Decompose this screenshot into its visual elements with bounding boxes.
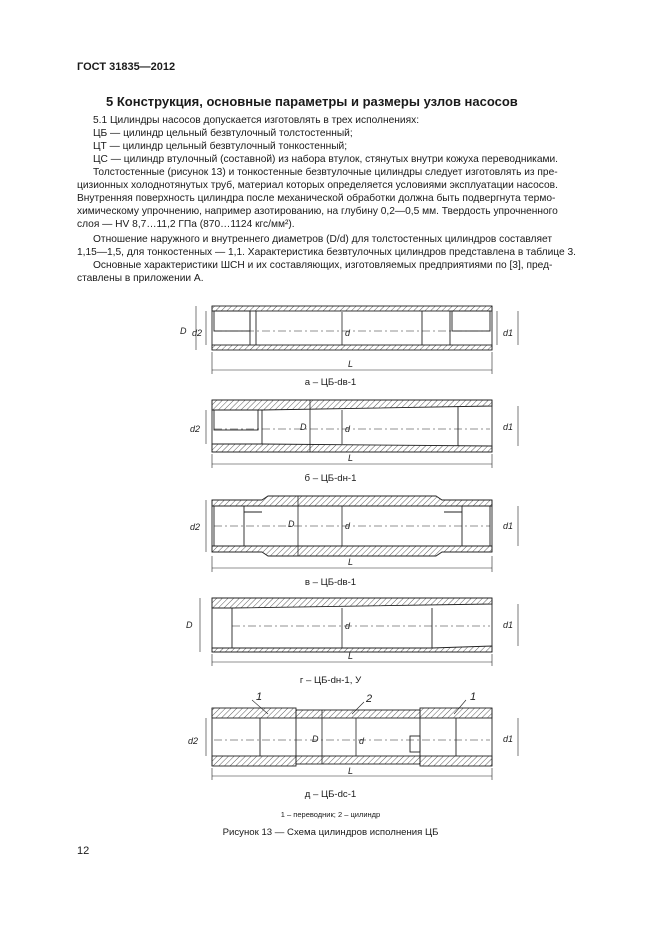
paragraph-line: слоя — HV 8,7…11,2 ГПа (870…1124 кгс/мм²). <box>77 219 295 230</box>
label-D: D <box>186 620 193 630</box>
callout-1-right: 1 <box>470 691 477 703</box>
document-code: ГОСТ 31835—2012 <box>77 61 176 73</box>
figure-a <box>196 306 518 374</box>
paragraph-line: ЦБ — цилиндр цельный безвтулочный толстостенный; <box>93 128 353 139</box>
callout-2: 2 <box>366 693 373 705</box>
caption-v: в – ЦБ-dв-1 <box>304 577 357 588</box>
label-d2: d2 <box>190 522 201 532</box>
figure-legend: 1 – переводник; 2 – цилиндр <box>280 810 381 819</box>
label-d1: d1 <box>503 734 514 744</box>
paragraph-line: Толстостенные (рисунок 13) и тонкостенные безвтулочные цилиндры следует изготовлять из пре- <box>93 167 558 178</box>
caption-g: г – ЦБ-dн-1, У <box>299 675 362 686</box>
label-d: d <box>345 521 351 531</box>
paragraph-line: Основные характеристики ШСН и их составляющих, изготовляемых предприятиями по [3], пред- <box>93 260 553 271</box>
section-title: 5 Конструкция, основные параметры и размеры узлов насосов <box>106 94 518 109</box>
label-D: D <box>312 734 319 744</box>
page-number: 12 <box>77 845 90 857</box>
label-L: L <box>348 359 354 369</box>
paragraph-line: ЦС — цилиндр втулочный (составной) из набора втулок, стянутых внутри кожуха переводниками. <box>93 154 559 165</box>
callout-1-left: 1 <box>256 691 263 703</box>
label-D: D <box>180 326 187 336</box>
label-d2: d2 <box>190 424 201 434</box>
label-L: L <box>348 651 354 661</box>
label-d: d <box>345 328 351 338</box>
paragraph-line: ЦТ — цилиндр цельный безвтулочный тонкостенный; <box>93 141 348 152</box>
label-d: d <box>345 621 351 631</box>
label-d: d <box>345 424 351 434</box>
caption-a: а – ЦБ-dв-1 <box>304 377 357 388</box>
label-d2: d2 <box>192 328 203 338</box>
label-d1: d1 <box>503 521 514 531</box>
paragraph-line: химическому упрочнению, например азотированию, на глубину 0,2—0,5 мм. Твердость упрочненного <box>77 206 558 217</box>
label-d1: d1 <box>503 328 514 338</box>
paragraph-line: 5.1 Цилиндры насосов допускается изготовлять в трех исполнениях: <box>93 115 420 126</box>
caption-b: б – ЦБ-dн-1 <box>304 473 357 484</box>
figure-g <box>200 598 518 666</box>
caption-d: д – ЦБ-dс-1 <box>304 789 357 800</box>
paragraph-line: ставлены в приложении А. <box>77 273 204 284</box>
label-D: D <box>288 519 295 529</box>
label-d2: d2 <box>188 736 199 746</box>
paragraph-line: цизионных холоднотянутых труб, материал которых определяется условиями эксплуатации насосов. <box>77 180 558 191</box>
label-d1: d1 <box>503 422 514 432</box>
paragraph-line: 1,15—1,5, для тонкостенных — 1,1. Характеристика безвтулочных цилиндров представлена в таблице 3. <box>77 247 577 258</box>
label-D: D <box>300 422 307 432</box>
label-L: L <box>348 557 354 567</box>
label-L: L <box>348 453 354 463</box>
figure-caption: Рисунок 13 — Схема цилиндров исполнения ЦБ <box>222 827 439 838</box>
figure-b <box>206 400 518 468</box>
label-d1: d1 <box>503 620 514 630</box>
paragraph-line: Внутренняя поверхность цилиндра после механической обработки должна быть подвергнута термо- <box>77 193 556 204</box>
paragraph-line: Отношение наружного и внутреннего диаметров (D/d) для толстостенных цилиндров составляет <box>93 234 552 245</box>
label-L: L <box>348 766 354 776</box>
label-d: d <box>359 736 365 746</box>
figure-v <box>206 496 518 572</box>
